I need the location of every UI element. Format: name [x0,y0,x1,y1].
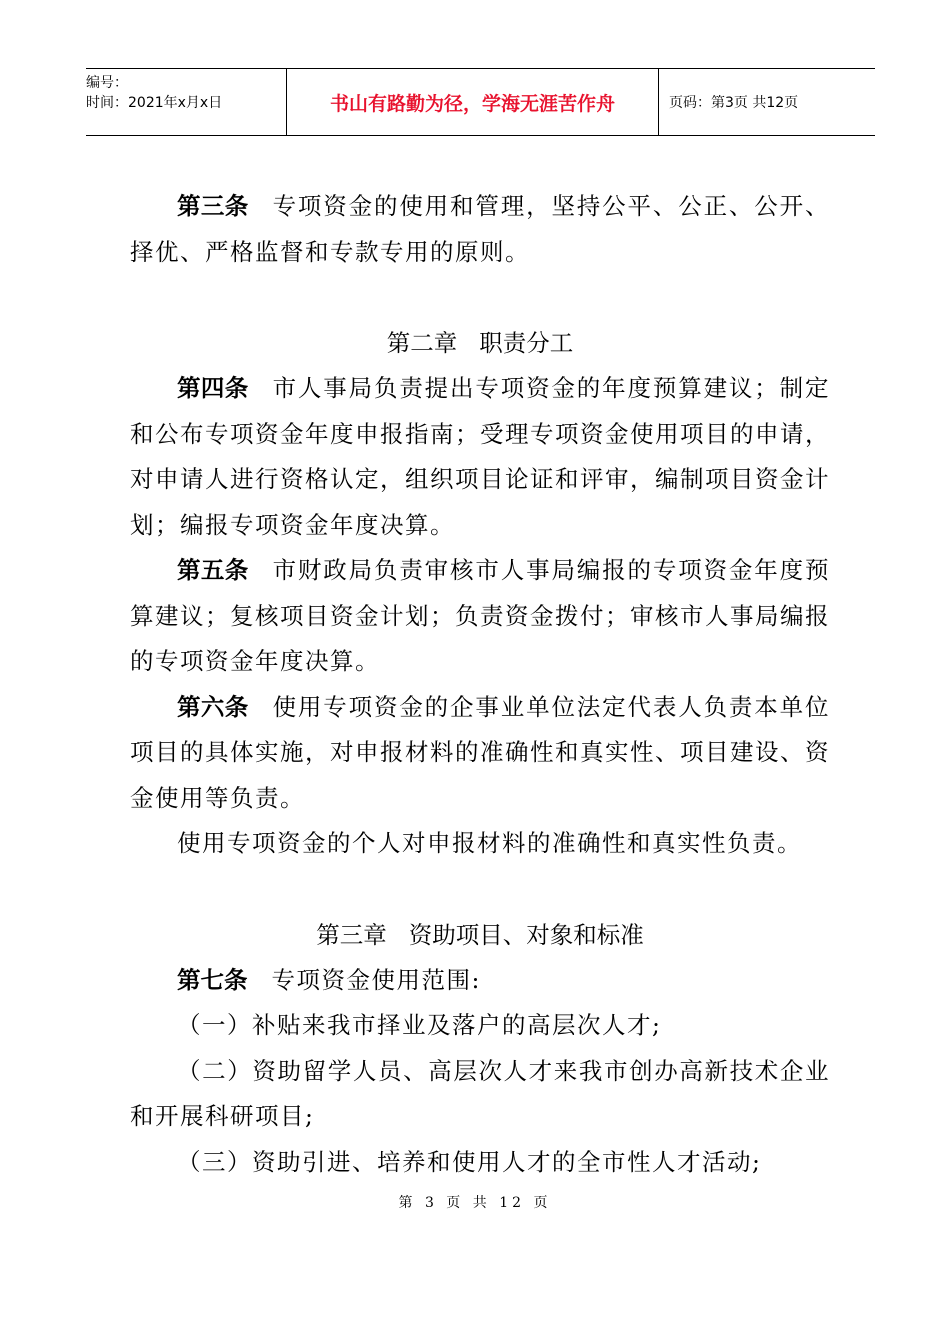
article-text: 专项资金的使用和管理，坚持公平、公正、公开、择优、严格监督和专款专用的原则。 [130,192,830,266]
article-label: 第五条 [177,556,249,584]
article-4 [130,366,830,548]
article-text: 市人事局负责提出专项资金的年度预算建议；制定和公布专项资金年度申报指南；受理专项资金使用项目的申请，对申请人进行资格认定，组织项目论证和评审，编制项目资金计划；编报专项资金年度决算。 [130,374,830,539]
article-text: 使用专项资金的企事业单位法定代表人负责本单位项目的具体实施，对申报材料的准确性和真实性、项目建设、资金使用等负责。 [130,692,830,812]
article-6 [130,685,830,822]
list-item: （三）资助引进、培养和使用人才的全市性人才活动; [177,1147,762,1176]
header-left [86,69,286,135]
chapter-2-heading [130,321,830,366]
article-5 [130,548,830,685]
chapter-number: 第三章 [316,920,387,949]
header-motto: 书山有路勤为径，学海无涯苦作舟 [286,69,659,135]
article-3 [130,184,830,275]
page-header [86,68,875,136]
article-label: 第四条 [177,374,249,402]
article-label: 第六条 [177,692,249,721]
article-label: 第七条 [177,965,248,994]
header-page-info: 页码：第3页 共12页 [669,95,799,111]
article-label: 第三条 [177,192,249,220]
serial-label: 编号： [86,75,128,91]
article-text: 市财政局负责审核市人事局编报的专项资金年度预算建议；复核项目资金计划；负责资金拨付；审核市人事局编报的专项资金年度决算。 [130,556,830,675]
chapter-number: 第二章 [386,329,458,357]
list-item: （一）补贴来我市择业及落户的高层次人才; [177,1011,662,1039]
page-footer: 第 3 页 共 12 页 [398,1195,552,1211]
chapter-title: 职责分工 [479,329,574,357]
paragraph-individual: 使用专项资金的个人对申报材料的准确性和真实性负责。 [177,829,802,857]
list-item: （二）资助留学人员、高层次人才来我市创办高新技术企业和开展科研项目; [130,1056,830,1130]
time-label: 时间：2021年x月x日 [86,95,223,111]
article-text: 专项资金使用范围: [271,965,481,994]
chapter-3-heading [130,913,830,958]
chapter-title: 资助项目、对象和标准 [408,920,644,949]
article-7 [130,958,830,1004]
document-body [130,184,830,1185]
